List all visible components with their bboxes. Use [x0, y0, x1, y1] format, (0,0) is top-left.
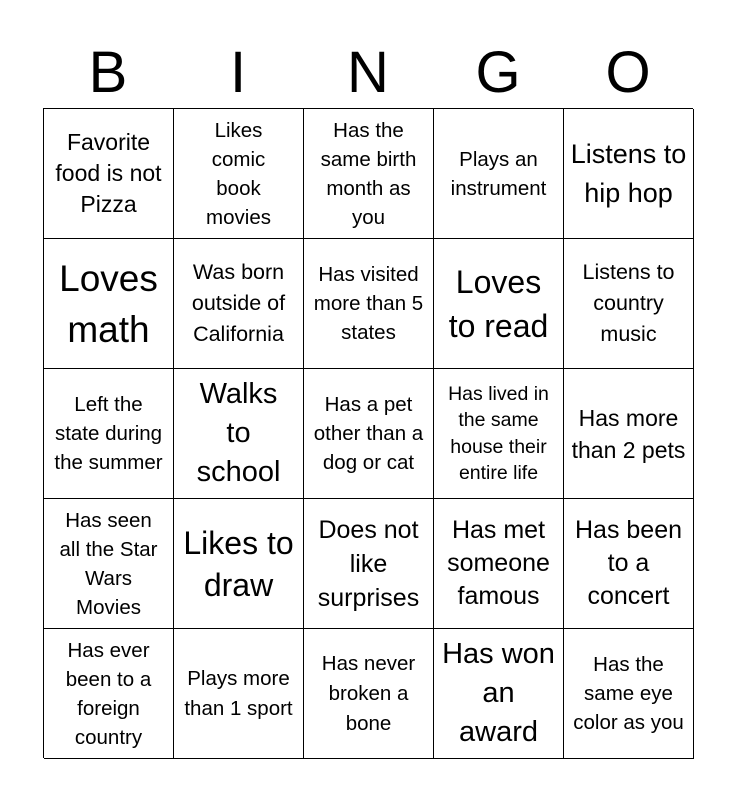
cell-text: Has never broken a bone	[321, 651, 416, 735]
bingo-cell-r0-c4[interactable]	[564, 109, 694, 239]
cell-text: Has met someone famous	[447, 516, 550, 610]
bingo-cell-r0-c0[interactable]	[44, 109, 174, 239]
bingo-cell-r2-c3[interactable]	[434, 369, 564, 499]
header-letter-o: O	[605, 40, 651, 105]
bingo-cell-r2-c2[interactable]	[304, 369, 434, 499]
bingo-cell-r4-c0[interactable]	[44, 629, 174, 759]
bingo-cell-r3-c1[interactable]	[174, 499, 304, 629]
bingo-cell-r3-c2[interactable]	[304, 499, 434, 629]
bingo-cell-r1-c2[interactable]	[304, 239, 434, 369]
cell-text: Has won an award	[442, 638, 555, 748]
cell-text: Plays more than 1 sport	[184, 666, 293, 720]
cell-text: Has lived in the same house their entire life	[448, 382, 549, 484]
cell-text: Loves to read	[448, 263, 549, 344]
bingo-board	[43, 108, 693, 758]
bingo-cell-r2-c4[interactable]	[564, 369, 694, 499]
bingo-cell-r4-c3[interactable]	[434, 629, 564, 759]
bingo-cell-r1-c3[interactable]	[434, 239, 564, 369]
bingo-cell-r1-c4[interactable]	[564, 239, 694, 369]
cell-text: Favorite food is not Pizza	[55, 129, 162, 217]
bingo-cell-r0-c2[interactable]	[304, 109, 434, 239]
cell-text: Listens to hip hop	[570, 138, 687, 208]
cell-text: Likes to draw	[183, 524, 294, 603]
cell-text: Likes comic book movies	[206, 118, 271, 229]
bingo-cell-r4-c1[interactable]	[174, 629, 304, 759]
bingo-cell-r4-c4[interactable]	[564, 629, 694, 759]
cell-text: Has been to a concert	[574, 516, 683, 610]
bingo-cell-r0-c1[interactable]	[174, 109, 304, 239]
cell-text: Has the same birth month as you	[320, 118, 417, 229]
cell-text: Does not like surprises	[317, 515, 420, 612]
header-letter-b: B	[88, 40, 128, 105]
cell-text: Has a pet other than a dog or cat	[313, 393, 424, 474]
bingo-header	[43, 38, 693, 108]
cell-text: Has visited more than 5 states	[313, 263, 424, 344]
bingo-cell-r4-c2[interactable]	[304, 629, 434, 759]
cell-text: Left the state during the summer	[54, 393, 163, 474]
bingo-cell-r1-c0[interactable]	[44, 239, 174, 369]
cell-text: Has the same eye color as you	[573, 653, 684, 734]
cell-text: Loves math	[59, 257, 158, 350]
bingo-cell-r3-c0[interactable]	[44, 499, 174, 629]
header-letter-n: N	[347, 40, 389, 105]
cell-text: Has seen all the Star Wars Movies	[59, 508, 158, 619]
header-letter-i: I	[229, 40, 247, 105]
bingo-cell-r3-c4[interactable]	[564, 499, 694, 629]
cell-text: Walks to school	[196, 378, 281, 488]
cell-text: Plays an instrument	[450, 147, 547, 200]
bingo-cell-r1-c1[interactable]	[174, 239, 304, 369]
bingo-cell-r2-c1[interactable]	[174, 369, 304, 499]
bingo-cell-r2-c0[interactable]	[44, 369, 174, 499]
bingo-cell-r0-c3[interactable]	[434, 109, 564, 239]
cell-text: Listens to country music	[582, 260, 675, 346]
cell-text: Has ever been to a foreign country	[65, 638, 152, 749]
bingo-cell-r3-c3[interactable]	[434, 499, 564, 629]
header-letter-g: G	[475, 40, 521, 105]
cell-text: Has more than 2 pets	[571, 404, 686, 463]
cell-text: Was born outside of California	[191, 260, 286, 346]
